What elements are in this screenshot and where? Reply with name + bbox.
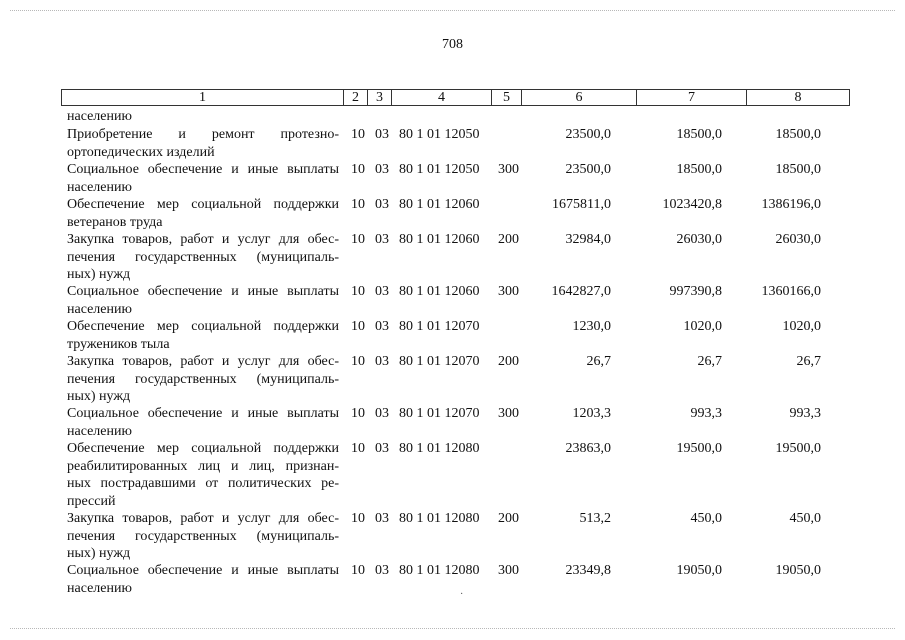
row-cell-c6: 1642827,0 [551, 284, 611, 299]
row-cell-c2: 10 [351, 406, 365, 421]
row-cell-c7: 26030,0 [676, 232, 722, 247]
scan-speck: · [460, 589, 464, 600]
row-cell-c6: 1675811,0 [552, 197, 611, 212]
row-name-line: Социальное обеспечение и иные выплаты [67, 162, 339, 177]
header-col-5: 5 [492, 90, 522, 105]
row-cell-c8: 450,0 [789, 511, 821, 526]
header-col-3: 3 [368, 90, 392, 105]
row-cell-c5: 300 [498, 284, 519, 299]
row-cell-c6: 23349,8 [565, 563, 611, 578]
row-cell-c8: 26,7 [796, 354, 821, 369]
row-name-line: тружеников тыла [67, 336, 170, 352]
row-cell-c4: 80 1 01 12080 [399, 441, 480, 456]
row-cell-c7: 997390,8 [669, 284, 722, 299]
row-name [67, 161, 339, 196]
header-col-8: 8 [794, 90, 802, 105]
row-cell-c7: 19050,0 [676, 563, 722, 578]
row-cell-c6: 23500,0 [565, 127, 611, 142]
row-cell-c2: 10 [351, 127, 365, 142]
row-cell-c4: 80 1 01 12050 [399, 162, 480, 177]
row-cell-c6: 23863,0 [565, 441, 611, 456]
row-cell-c2: 10 [351, 511, 365, 526]
row-cell-c4: 80 1 01 12070 [399, 406, 480, 421]
row-name-line: ных) нужд [67, 389, 131, 404]
row-name [67, 283, 339, 318]
row-cell-c8: 19050,0 [775, 563, 821, 578]
row-cell-c8: 1360166,0 [761, 284, 821, 299]
row-cell-c2: 10 [351, 197, 365, 212]
row-cell-c3: 03 [375, 197, 389, 212]
row-cell-c4: 80 1 01 12080 [399, 563, 480, 578]
row-name-line: населению [67, 179, 132, 195]
row-name-line: Социальное обеспечение и иные выплаты [67, 284, 339, 299]
row-cell-c8: 993,3 [789, 406, 821, 421]
top-dotted-rule [10, 10, 895, 11]
row-cell-c8: 19500,0 [775, 441, 821, 456]
row-cell-c4: 80 1 01 12070 [399, 319, 480, 334]
row-name [67, 510, 339, 563]
row-name-line: Закупка товаров, работ и услуг для обес- [67, 511, 339, 526]
row-name-line: ных) нужд [67, 546, 131, 561]
header-col-4: 4 [392, 90, 492, 105]
row-cell-c2: 10 [351, 441, 365, 456]
row-name [67, 562, 339, 597]
row-name-line: ортопедических изделий [67, 144, 215, 160]
row-cell-c3: 03 [375, 406, 389, 421]
row-cell-c7: 18500,0 [676, 127, 722, 142]
row-cell-c3: 03 [375, 511, 389, 526]
row-name-line: населению [67, 423, 132, 439]
row-cell-c8: 1386196,0 [761, 197, 821, 212]
row-cell-c7: 1023420,8 [662, 197, 722, 212]
row-cell-c2: 10 [351, 162, 365, 177]
header-col-1: 1 [62, 90, 344, 105]
row-cell-c6: 1203,3 [572, 406, 611, 421]
row-name [67, 318, 339, 353]
row-cell-c2: 10 [351, 354, 365, 369]
row-name [67, 196, 339, 231]
continuation-text: населению [67, 109, 132, 124]
header-col-7: 7 [637, 90, 747, 105]
row-cell-c5: 200 [498, 354, 519, 369]
table-header-row [61, 89, 850, 106]
row-name-line: ветеранов труда [67, 214, 163, 230]
row-cell-c2: 10 [351, 232, 365, 247]
row-cell-c5: 200 [498, 511, 519, 526]
row-cell-c6: 513,2 [579, 511, 611, 526]
row-name-line: ных пострадавшими от политических ре- [67, 476, 339, 491]
row-cell-c6: 23500,0 [565, 162, 611, 177]
row-cell-c7: 450,0 [690, 511, 722, 526]
page-number: 708 [442, 37, 463, 52]
row-cell-c5: 200 [498, 232, 519, 247]
row-cell-c6: 32984,0 [565, 232, 611, 247]
row-cell-c7: 19500,0 [676, 441, 722, 456]
row-name-line: Обеспечение мер социальной поддержки [67, 197, 339, 212]
row-cell-c8: 18500,0 [775, 127, 821, 142]
bottom-dotted-rule [10, 628, 895, 629]
row-cell-c3: 03 [375, 127, 389, 142]
row-cell-c4: 80 1 01 12070 [399, 354, 480, 369]
row-cell-c7: 18500,0 [676, 162, 722, 177]
row-cell-c4: 80 1 01 12060 [399, 232, 480, 247]
row-cell-c3: 03 [375, 441, 389, 456]
row-cell-c2: 10 [351, 319, 365, 334]
row-name-line: Социальное обеспечение и иные выплаты [67, 563, 339, 578]
row-name-line: Социальное обеспечение и иные выплаты [67, 406, 339, 421]
row-cell-c4: 80 1 01 12080 [399, 511, 480, 526]
row-cell-c2: 10 [351, 284, 365, 299]
row-cell-c4: 80 1 01 12060 [399, 284, 480, 299]
row-name [67, 126, 339, 161]
row-cell-c4: 80 1 01 12050 [399, 127, 480, 142]
row-name-line: Закупка товаров, работ и услуг для обес- [67, 232, 339, 247]
row-cell-c3: 03 [375, 563, 389, 578]
row-cell-c5: 300 [498, 563, 519, 578]
row-name-line: ных) нужд [67, 267, 131, 282]
row-cell-c7: 993,3 [690, 406, 722, 421]
row-cell-c6: 1230,0 [572, 319, 611, 334]
row-cell-c3: 03 [375, 162, 389, 177]
row-name-line: населению [67, 301, 132, 317]
row-cell-c5: 300 [498, 162, 519, 177]
row-cell-c7: 1020,0 [683, 319, 722, 334]
row-name-line: печения государственных (муниципаль- [67, 371, 339, 387]
row-cell-c6: 26,7 [586, 354, 611, 369]
row-name-line: Приобретение и ремонт протезно- [67, 127, 339, 142]
row-cell-c2: 10 [351, 563, 365, 578]
row-cell-c8: 18500,0 [775, 162, 821, 177]
header-col-6: 6 [522, 90, 637, 105]
header-col-2: 2 [344, 90, 368, 105]
row-name-line: Обеспечение мер социальной поддержки [67, 319, 339, 334]
row-name [67, 353, 339, 406]
row-cell-c5: 300 [498, 406, 519, 421]
row-name-line: Обеспечение мер социальной поддержки [67, 441, 339, 456]
row-cell-c3: 03 [375, 232, 389, 247]
row-cell-c8: 1020,0 [782, 319, 821, 334]
row-name-line: реабилитированных лиц и лиц, признан- [67, 458, 339, 474]
row-cell-c8: 26030,0 [775, 232, 821, 247]
row-cell-c7: 26,7 [697, 354, 722, 369]
row-name-line: прессий [67, 493, 116, 509]
row-cell-c3: 03 [375, 284, 389, 299]
row-name-line: Закупка товаров, работ и услуг для обес- [67, 354, 339, 369]
row-cell-c3: 03 [375, 319, 389, 334]
row-name [67, 231, 339, 284]
row-name-line: печения государственных (муниципаль- [67, 249, 339, 265]
row-name-line: населению [67, 580, 132, 596]
row-name [67, 440, 339, 510]
row-name [67, 405, 339, 440]
row-cell-c3: 03 [375, 354, 389, 369]
row-name-line: печения государственных (муниципаль- [67, 528, 339, 544]
row-cell-c4: 80 1 01 12060 [399, 197, 480, 212]
